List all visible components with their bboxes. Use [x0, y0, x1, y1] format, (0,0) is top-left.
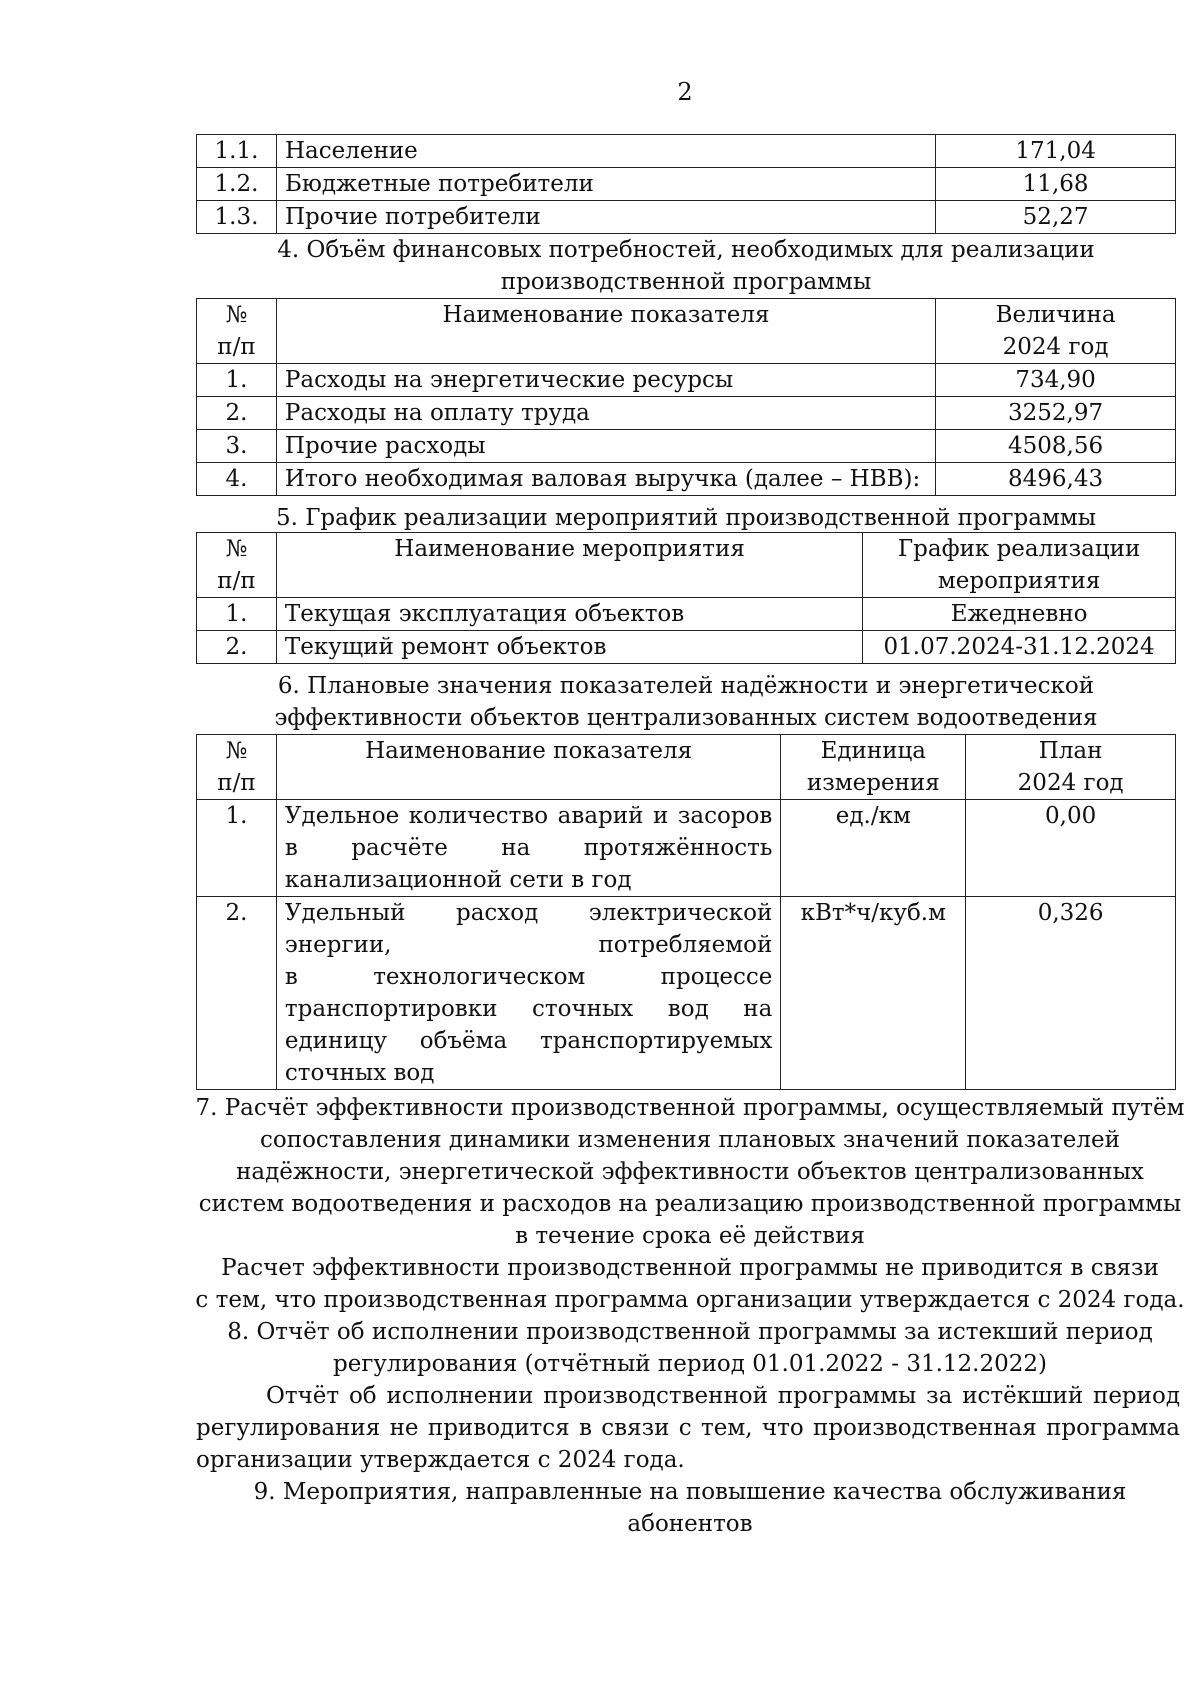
row-number: 1.1.: [197, 135, 277, 168]
section4-title-line: 4. Объём финансовых потребностей, необходимых для реализации: [277, 237, 1095, 263]
table-row: [197, 631, 1176, 664]
section8-title-line: регулирования (отчётный период 01.01.2022 - 31.12.2022): [333, 1351, 1047, 1377]
row-value: 734,90: [936, 364, 1176, 397]
row-number: 1.: [197, 364, 277, 397]
row-name-line: канализационной сети в год: [284, 867, 632, 893]
row-name: [276, 800, 780, 897]
row-value: 171,04: [936, 135, 1176, 168]
section8-title-line: 8. Отчёт об исполнении производственной программы за истекший период: [227, 1319, 1153, 1345]
row-name-line: Удельное количество аварий и засоров: [284, 803, 773, 829]
row-unit: кВт*ч/куб.м: [781, 897, 966, 1090]
section7-title-line: в течение срока её действия: [515, 1223, 865, 1249]
section7-text-line: с тем, что производственная программа организации утверждается с 2024 года.: [195, 1287, 1185, 1313]
header-plan-line: 2024 год: [1017, 770, 1124, 796]
row-plan: 0,326: [966, 897, 1176, 1090]
section4-table-block: [196, 298, 1176, 496]
header-num: [197, 533, 277, 598]
header-unit-line: измерения: [806, 770, 940, 796]
row-name: [276, 897, 780, 1090]
section5-title: 5. График реализации мероприятий производственной программы: [275, 505, 1097, 531]
row-name: Население: [276, 135, 935, 168]
row-name-line: сточных вод: [284, 1060, 435, 1086]
row-name: Расходы на оплату труда: [276, 397, 935, 430]
header-value-line: Величина: [995, 302, 1116, 328]
section7-text-line: Расчет эффективности производственной программы не приводится в связи: [221, 1255, 1159, 1281]
section7-text: [190, 1252, 1190, 1316]
row-unit: ед./км: [781, 800, 966, 897]
header-num: [197, 735, 277, 800]
section6-title: [196, 670, 1176, 734]
row-name-line: в технологическом процессе: [284, 964, 773, 990]
header-plan-line: План: [1038, 738, 1103, 764]
table-row: [197, 135, 1176, 168]
table-row: [197, 364, 1176, 397]
consumers-table-block: [196, 134, 1176, 234]
row-name-line: единицу объёма транспортируемых: [284, 1028, 773, 1054]
header-num-line: №: [225, 738, 248, 764]
row-number: 2.: [197, 631, 277, 664]
header-value-line: 2024 год: [1002, 334, 1109, 360]
row-name: Расходы на энергетические ресурсы: [276, 364, 935, 397]
section9-title-line: абонентов: [627, 1511, 753, 1537]
section9-title-line: 9. Мероприятия, направленные на повышение качества обслуживания: [253, 1479, 1127, 1505]
section7-title: [190, 1092, 1190, 1252]
section6-table-block: [196, 734, 1176, 1090]
table-header-row: [197, 299, 1176, 364]
table-row: [197, 168, 1176, 201]
header-name: Наименование показателя: [276, 735, 780, 800]
table-header-row: [197, 735, 1176, 800]
row-schedule: 01.07.2024-31.12.2024: [863, 631, 1176, 664]
row-number: 1.2.: [197, 168, 277, 201]
row-number: 1.: [197, 598, 277, 631]
row-number: 1.3.: [197, 201, 277, 234]
section7-title-line: систем водоотведения и расходов на реализацию производственной программы: [198, 1191, 1182, 1217]
section4-title: [196, 234, 1176, 298]
row-value: 8496,43: [936, 463, 1176, 496]
row-value: 3252,97: [936, 397, 1176, 430]
header-num-line: п/п: [217, 568, 256, 594]
row-value: 11,68: [936, 168, 1176, 201]
header-num-line: №: [225, 536, 248, 562]
row-name: Текущая эксплуатация объектов: [276, 598, 862, 631]
table-row: [197, 201, 1176, 234]
row-name-line: энергии, потребляемой: [284, 932, 773, 958]
row-number: 1.: [197, 800, 277, 897]
header-name: Наименование показателя: [276, 299, 935, 364]
section7-title-line: надёжности, энергетической эффективности объектов централизованных: [236, 1159, 1144, 1185]
header-unit: [781, 735, 966, 800]
header-schedule-line: мероприятия: [937, 568, 1101, 594]
header-num: [197, 299, 277, 364]
row-value: 52,27: [936, 201, 1176, 234]
row-number: 2.: [197, 897, 277, 1090]
header-num-line: п/п: [217, 334, 256, 360]
section7-title-line: сопоставления динамики изменения плановых значений показателей: [260, 1127, 1120, 1153]
table-header-row: [197, 533, 1176, 598]
section6-title-line: эффективности объектов централизованных систем водоотведения: [274, 705, 1098, 731]
section4-title-line: производственной программы: [500, 269, 872, 295]
row-plan: 0,00: [966, 800, 1176, 897]
header-schedule: [863, 533, 1176, 598]
page-number: 2: [677, 78, 693, 106]
schedule-table: [196, 532, 1176, 664]
header-value: [936, 299, 1176, 364]
financial-needs-table: [196, 298, 1176, 496]
row-name-line: Удельный расход электрической: [284, 900, 773, 926]
header-unit-line: Единица: [820, 738, 927, 764]
section5-table-block: [196, 532, 1176, 664]
consumers-table: [196, 134, 1176, 234]
row-name-line: в расчёте на протяжённость: [284, 835, 773, 861]
header-plan: [966, 735, 1176, 800]
row-name: Текущий ремонт объектов: [276, 631, 862, 664]
row-name: Прочие расходы: [276, 430, 935, 463]
section8-text: Отчёт об исполнении производственной программы за истёкший период регулирования не приводится в связи с тем, что производственная программа организации утверждается с 2024 года.: [196, 1383, 1180, 1473]
table-row: [197, 897, 1176, 1090]
row-schedule: Ежедневно: [863, 598, 1176, 631]
section9-title: [190, 1476, 1190, 1540]
section8-title: [190, 1316, 1190, 1380]
row-name-line: транспортировки сточных вод на: [284, 996, 773, 1022]
section6-title-line: 6. Плановые значения показателей надёжности и энергетической: [277, 673, 1095, 699]
row-name: Бюджетные потребители: [276, 168, 935, 201]
section7-title-line: 7. Расчёт эффективности производственной программы, осуществляемый путём: [195, 1095, 1185, 1121]
row-number: 3.: [197, 430, 277, 463]
table-row: [197, 463, 1176, 496]
reliability-table: [196, 734, 1176, 1090]
row-name: Итого необходимая валовая выручка (далее – НВВ):: [276, 463, 935, 496]
table-row: [197, 397, 1176, 430]
table-row: [197, 598, 1176, 631]
header-name: Наименование мероприятия: [276, 533, 862, 598]
row-name: Прочие потребители: [276, 201, 935, 234]
row-number: 4.: [197, 463, 277, 496]
row-value: 4508,56: [936, 430, 1176, 463]
row-number: 2.: [197, 397, 277, 430]
table-row: [197, 430, 1176, 463]
table-row: [197, 800, 1176, 897]
header-num-line: №: [225, 302, 248, 328]
header-schedule-line: График реализации: [897, 536, 1141, 562]
header-num-line: п/п: [217, 770, 256, 796]
